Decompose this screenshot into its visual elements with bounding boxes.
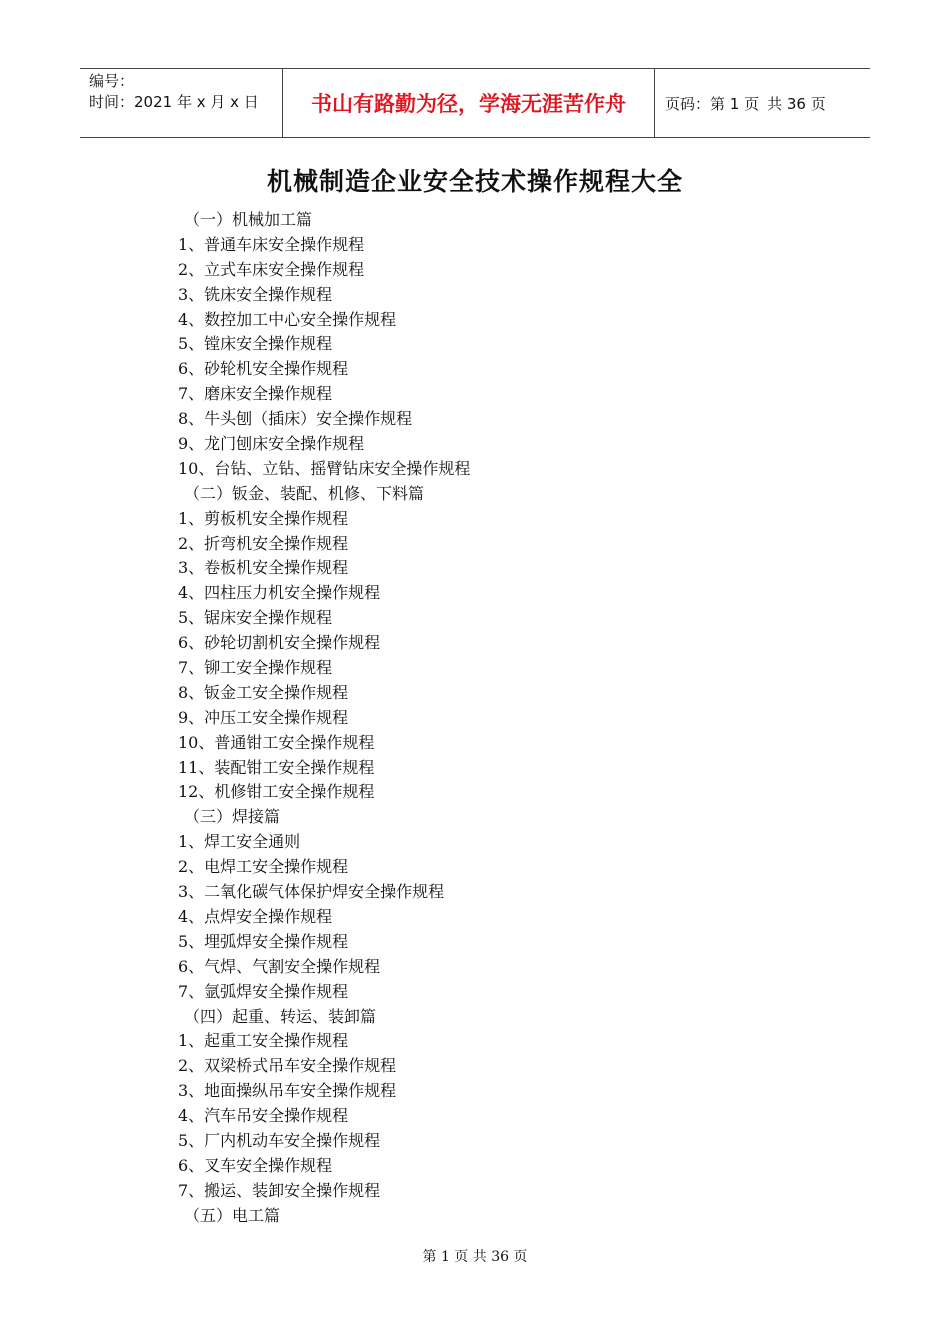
time-label: 时间：2021 年 x 月 x 日 <box>89 93 259 111</box>
toc-item: 7、氩弧焊安全操作规程 <box>178 981 349 1001</box>
toc-item: 6、气焊、气割安全操作规程 <box>178 956 381 976</box>
total-pages-label: 共 36 页 <box>767 94 826 113</box>
toc-section-heading: （二）钣金、装配、机修、下料篇 <box>184 483 425 503</box>
table-of-contents <box>178 208 470 1229</box>
toc-item: 6、砂轮切割机安全操作规程 <box>178 633 381 653</box>
serial-label: 编号： <box>89 72 135 90</box>
page-footer: 第 1 页 共 36 页 <box>422 1249 528 1265</box>
toc-item: 1、焊工安全通则 <box>178 832 301 852</box>
toc-item: 2、双梁桥式吊车安全操作规程 <box>178 1056 397 1076</box>
toc-item: 5、镗床安全操作规程 <box>178 334 333 354</box>
toc-item: 3、铣床安全操作规程 <box>178 284 333 304</box>
document-title: 机械制造企业安全技术操作规程大全 <box>266 167 683 196</box>
page-header <box>80 68 870 138</box>
toc-item: 1、剪板机安全操作规程 <box>178 508 349 528</box>
toc-item: 4、四柱压力机安全操作规程 <box>178 583 381 603</box>
toc-section-heading: （一）机械加工篇 <box>184 210 313 229</box>
toc-item: 3、二氧化碳气体保护焊安全操作规程 <box>178 882 445 902</box>
toc-item: 3、地面操纵吊车安全操作规程 <box>178 1081 397 1101</box>
toc-item: 6、叉车安全操作规程 <box>178 1155 333 1175</box>
toc-item: 5、厂内机动车安全操作规程 <box>178 1130 381 1150</box>
toc-item: 2、折弯机安全操作规程 <box>178 533 349 553</box>
toc-item: 8、牛头刨（插床）安全操作规程 <box>178 409 413 429</box>
toc-item: 2、立式车床安全操作规程 <box>178 259 365 279</box>
toc-section-heading: （四）起重、转运、装卸篇 <box>184 1006 377 1026</box>
toc-item: 4、点焊安全操作规程 <box>178 906 333 926</box>
toc-item: 4、汽车吊安全操作规程 <box>178 1106 349 1126</box>
page-label: 页码：第 1 页 <box>665 94 760 113</box>
toc-item: 1、普通车床安全操作规程 <box>178 234 365 254</box>
toc-item: 7、铆工安全操作规程 <box>178 658 333 678</box>
toc-item: 2、电焊工安全操作规程 <box>178 857 349 877</box>
toc-item: 7、磨床安全操作规程 <box>178 384 333 404</box>
toc-section-heading: （五）电工篇 <box>184 1205 281 1225</box>
toc-item: 7、搬运、装卸安全操作规程 <box>178 1180 381 1200</box>
toc-item: 11、装配钳工安全操作规程 <box>178 757 375 777</box>
toc-item: 3、卷板机安全操作规程 <box>178 558 349 578</box>
header-page-info <box>655 69 870 137</box>
toc-section-heading: （三）焊接篇 <box>184 807 281 827</box>
toc-item: 5、锯床安全操作规程 <box>178 608 333 628</box>
toc-item: 9、龙门刨床安全操作规程 <box>178 434 365 454</box>
header-motto: 书山有路勤为径，学海无涯苦作舟 <box>282 69 655 137</box>
toc-item: 6、砂轮机安全操作规程 <box>178 359 349 379</box>
toc-item: 1、起重工安全操作规程 <box>178 1031 349 1051</box>
toc-item: 9、冲压工安全操作规程 <box>178 707 349 727</box>
toc-item: 10、台钻、立钻、摇臂钻床安全操作规程 <box>178 458 471 478</box>
toc-item: 12、机修钳工安全操作规程 <box>178 782 375 802</box>
toc-item: 10、普通钳工安全操作规程 <box>178 732 375 752</box>
toc-item: 8、钣金工安全操作规程 <box>178 682 349 702</box>
toc-item: 4、数控加工中心安全操作规程 <box>178 309 397 329</box>
toc-item: 5、埋弧焊安全操作规程 <box>178 931 349 951</box>
header-meta <box>80 69 282 137</box>
